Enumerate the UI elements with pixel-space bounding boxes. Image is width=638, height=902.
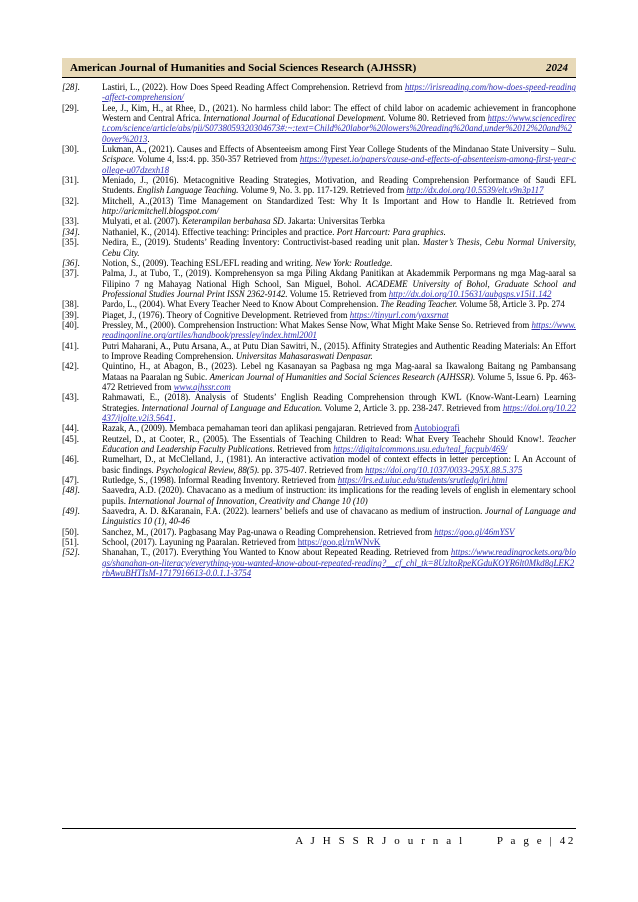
reference-text xyxy=(102,216,576,226)
reference-item xyxy=(62,196,576,217)
reference-source: ACADEME University of Bohol, Graduate School and Professional Studies Journal Print ISSN 2362-9142. xyxy=(102,278,576,299)
reference-link[interactable]: https://doi.org/10.1037/0033-295X.88.5.375 xyxy=(365,464,523,475)
reference-number: [46]. xyxy=(62,454,80,465)
reference-number: [52]. xyxy=(62,547,81,558)
reference-source: Master’s Thesis, Cebu Normal University, Cebu City. xyxy=(102,237,576,258)
reference-source: Port Harcourt: Para graphics. xyxy=(336,226,446,237)
reference-item xyxy=(62,341,576,362)
reference-link[interactable]: https://doi.org/10.22437/ijolte.v2i3.5641 xyxy=(102,402,576,423)
reference-text xyxy=(102,258,576,268)
reference-text xyxy=(102,537,576,547)
reference-segment: Sanchez, M., (2017). Pagbasang May Pag-unawa o Reading Comprehension. Retrieved from xyxy=(102,526,435,537)
reference-segment: . xyxy=(147,133,150,144)
reference-text xyxy=(102,320,576,341)
reference-number: [38]. xyxy=(62,299,80,310)
reference-text xyxy=(102,454,576,475)
reference-segment: Lee, J., Kim, H., at Rhee, D., (2021). No harmless child labor: The effect of child labor on academic achievement in francophone Western and Central Africa. xyxy=(102,102,576,124)
reference-item xyxy=(62,434,576,455)
reference-source: Journal of Language and Linguistics 10 (1), 40-46 xyxy=(102,506,576,527)
reference-segment: Pressley, M., (2000). Comprehension Instruction: What Makes Sense Now, What Might Make Sense So. Retrieved from xyxy=(102,319,532,330)
reference-segment: . Jakarta: Universitas Terbka xyxy=(283,216,385,227)
reference-link[interactable]: https://goo.gl/rnWNvK xyxy=(297,537,381,548)
reference-number: [44]. xyxy=(62,423,80,434)
journal-header xyxy=(62,58,576,78)
reference-number: [42]. xyxy=(62,361,80,372)
reference-source: New York: Routledge. xyxy=(315,257,393,268)
reference-segment: Piaget, J., (1976). Theory of Cognitive Development. Retrieved from xyxy=(102,309,350,320)
reference-source: American Journal of Humanities and Social Sciences Research (AJHSSR). xyxy=(209,371,476,382)
reference-text xyxy=(102,82,576,103)
reference-segment: Volume 4, Iss:4. pp. 350-357 Retrieved from xyxy=(135,154,300,165)
reference-item xyxy=(62,423,576,433)
reference-number: [30]. xyxy=(62,144,80,155)
reference-text xyxy=(102,341,576,362)
reference-list xyxy=(62,82,576,579)
reference-text xyxy=(102,475,576,485)
reference-link[interactable]: https://www.readingrockets.org/blogs/shanahan-on-literacy/everything-you-wanted-know-about-repeated-reading?__cf_chl_tk=8UzltoRpeKGduKOYR6lt0Mkd8qLEK2rbAwuBHTIsM-1717916613-0.0.1.1-3754 xyxy=(102,547,576,579)
reference-segment: Reutzel, D., at Cooter, R., (2005). The Essentials of Teaching Children to Read: What Every Teachehr Should Know!. xyxy=(102,433,548,444)
reference-source: Teacher Education and Leadership Faculty Publications. xyxy=(102,433,576,455)
reference-item xyxy=(62,361,576,392)
reference-segment: Notion, S., (2009). Teaching ESL/EFL reading and writing. xyxy=(102,257,316,268)
reference-segment: Mulyati, et al. (2007). xyxy=(102,216,183,227)
reference-link[interactable]: https://irisreading.com/how-does-speed-reading-affect-comprehension/ xyxy=(102,82,576,103)
reference-item xyxy=(62,82,576,103)
reference-link[interactable]: https://goo.gl/46mYSV xyxy=(434,526,515,537)
reference-item xyxy=(62,537,576,547)
reference-number: [40]. xyxy=(62,319,80,330)
reference-segment: Meniado, J., (2016). Metacognitive Reading Strategies, Motivation, and Reading Comprehension Performance of Saudi EFL Students. xyxy=(102,175,576,196)
reference-number: [33]. xyxy=(62,216,80,227)
reference-segment: Rahmawati, E., (2018). Analysis of Students’ English Reading Comprehension through KWL (Know-Want-Learn) Learning Strategies. xyxy=(102,392,576,413)
reference-segment: Volume 15. Retrieved from xyxy=(287,288,389,299)
reference-item xyxy=(62,103,576,144)
reference-link[interactable]: https://typeset.io/papers/cause-and-effects-of-absenteeism-among-first-year-college-u07dzexh18 xyxy=(102,154,576,175)
reference-link[interactable]: http://dx.doi.org/10.15631/aubgsps.v15i1.142 xyxy=(388,288,552,299)
reference-segment: Razak, A., (2009). Membaca pemahaman teori dan aplikasi pengajaran. Retrieved from xyxy=(102,423,414,434)
reference-number: [28]. xyxy=(62,82,81,92)
journal-title: American Journal of Humanities and Social Sciences Research (AJHSSR) xyxy=(70,61,417,74)
reference-segment: Volume 2, Article 3. pp. 238-247. Retrieved from xyxy=(322,402,503,413)
reference-segment: Lastiri, L., (2022). How Does Speed Reading Affect Comprehension. Retrievd from xyxy=(102,82,405,92)
reference-number: [37]. xyxy=(62,268,80,279)
reference-number: [43]. xyxy=(62,392,80,403)
reference-text xyxy=(102,175,576,196)
reference-source: Scispace. xyxy=(102,154,136,165)
reference-number: [45]. xyxy=(62,433,80,444)
reference-link[interactable]: www.ajhssr.com xyxy=(173,381,231,392)
journal-year: 2024 xyxy=(546,61,568,74)
reference-segment: Quintino, H., at Abagon, B., (2023). Lebel ng Kasanayan sa Pagbasa ng mga Mag-aaral sa Ikawalong Baitang ng Pambansang Mataas na Paaralan ng Subic. xyxy=(102,361,576,382)
reference-text xyxy=(102,434,576,455)
reference-segment: Shanahan, T., (2017). Everything You Wanted to Know about Repeated Reading. Retrieved from xyxy=(102,547,451,558)
reference-segment: Volume 9, No. 3. pp. 117-129. Retrieved from xyxy=(238,185,407,196)
reference-segment: Mitchell, A.,(2013) Time Management on Standardized Test: Why It Is Important and How to Handle It. Retrieved from xyxy=(102,195,576,206)
reference-number: [48]. xyxy=(62,485,81,496)
reference-text xyxy=(102,392,576,423)
reference-segment: School, (2017). Layuning ng Paaralan. Retrieved from xyxy=(102,537,298,548)
reference-number: [51]. xyxy=(62,537,80,548)
reference-number: [47]. xyxy=(62,475,80,486)
page-number: P a g e | 42 xyxy=(496,835,576,847)
reference-item xyxy=(62,258,576,268)
reference-segment: . xyxy=(173,413,176,423)
reference-segment: Rumelhart, D., at McClelland, J., (1981). An interactive activation model of context effects in letter perception: I. An Account of basic findings. xyxy=(102,454,576,475)
reference-number: [49]. xyxy=(62,506,81,517)
reference-text xyxy=(102,144,576,175)
reference-item xyxy=(62,268,576,299)
page-footer xyxy=(62,828,576,847)
reference-item xyxy=(62,227,576,237)
reference-text xyxy=(102,485,576,506)
reference-segment: Lukman, A., (2021). Causes and Effects of Absenteeism among First Year College Students of the Mindanao State University – Sulu. xyxy=(102,144,576,155)
reference-number: [41]. xyxy=(62,340,80,351)
reference-item xyxy=(62,506,576,527)
reference-link[interactable]: https://www.sciencedirect.com/science/article/abs/pii/S0738059320304673#:~:text=Child%20labor%20lowers%20reading%20and,under%2012%20and%20over%2013 xyxy=(102,113,576,144)
reference-segment: Nedira, E., (2019). Students’ Reading Inventory: Contructivist-based reading unit plan. xyxy=(102,237,423,248)
reference-segment: Volume 58, Article 3. Pp. 274 xyxy=(457,299,565,310)
reference-number: [36]. xyxy=(62,257,81,268)
reference-source: The Reading Teacher. xyxy=(380,299,458,310)
reference-item xyxy=(62,310,576,320)
reference-text xyxy=(102,237,576,258)
reference-segment: Rutledge, S., (1998). Informal Reading Inventory. Retrieved from xyxy=(102,475,338,486)
reference-segment: Pardo, L., (2004). What Every Teacher Need to Know About Comprehension. xyxy=(102,299,381,310)
reference-segment: Volume 5, Issue 6. Pp. 463-472 Retrieved from xyxy=(102,371,577,392)
reference-text xyxy=(102,268,576,299)
reference-segment: Putri Maharani, A., Putu Arsana, A., at Putu Dian Sawitri, N., (2015). Affinity Strategies and Authentic Reading Materials: An Effort to Improve Reading Comprehension. xyxy=(102,340,576,361)
reference-segment: Volume 80. Retrieved from xyxy=(386,113,488,124)
reference-segment: Saavedra, A. D. &Karanain, F.A. (2022). learners’ beliefs and use of chavacano as medium of instruction. xyxy=(102,506,485,517)
reference-item xyxy=(62,237,576,258)
reference-number: [32]. xyxy=(62,195,80,206)
footer-journal-label: A J H S S R J o u r n a l xyxy=(295,835,465,847)
reference-text xyxy=(102,310,576,320)
reference-text xyxy=(102,299,576,309)
reference-number: [35]. xyxy=(62,237,80,248)
reference-item xyxy=(62,299,576,309)
reference-text xyxy=(102,506,576,527)
reference-text xyxy=(102,423,576,433)
reference-text xyxy=(102,103,576,144)
reference-source: Psychological Review, 88(5). xyxy=(155,464,260,475)
reference-source: http://aricmitchell.blogspot.com/ xyxy=(102,206,219,217)
reference-number: [50]. xyxy=(62,526,80,537)
reference-source: International Journal of Language and Education. xyxy=(141,402,323,413)
reference-text xyxy=(102,227,576,237)
reference-link[interactable]: https://lrs.ed.uiuc.edu/students/srutledg/iri.html xyxy=(337,475,508,486)
reference-number: [34]. xyxy=(62,226,81,237)
reference-item xyxy=(62,475,576,485)
reference-item xyxy=(62,485,576,506)
reference-item xyxy=(62,392,576,423)
reference-source: English Language Teaching. xyxy=(137,185,239,196)
reference-number: [31]. xyxy=(62,175,80,186)
reference-link[interactable]: Autobiografi xyxy=(414,423,460,434)
reference-segment: Palma, J., at Tubo, T., (2019). Komprehensyon sa mga Piling Akdang Panitikan at Akademmik Perpormans ng mga Mag-aaral sa Filipino 7 ng Mahayag National High School, San Miguel, Bohol. xyxy=(102,268,576,289)
reference-number: [29]. xyxy=(62,102,80,113)
reference-item xyxy=(62,216,576,226)
reference-segment: Saavedra, A.D. (2020). Chavacano as a medium of instruction: its implications for the reading levels of english in elementary school pupils. xyxy=(102,485,576,506)
reference-text xyxy=(102,361,576,392)
reference-segment: pp. 375-407. Retrieved from xyxy=(259,464,366,475)
reference-item xyxy=(62,320,576,341)
reference-item xyxy=(62,175,576,196)
reference-source: International Journal of Educational Development. xyxy=(203,113,387,124)
reference-source: Universitas Mahasaraswati Denpasar. xyxy=(235,350,373,361)
reference-link[interactable]: https://tinyurl.com/yaxsrnat xyxy=(349,309,449,320)
reference-item xyxy=(62,144,576,175)
reference-item xyxy=(62,547,576,578)
reference-number: [39]. xyxy=(62,309,80,320)
reference-link[interactable]: https://digitalcommons.usu.edu/teal_facpub/469/ xyxy=(333,444,508,455)
reference-item xyxy=(62,454,576,475)
reference-text xyxy=(102,527,576,537)
reference-item xyxy=(62,527,576,537)
reference-segment: Nathaniel, K., (2014). Effective teaching: Principles and practice. xyxy=(102,226,337,237)
reference-text xyxy=(102,196,576,217)
reference-link[interactable]: https://www.readingonline.org/artiles/handbook/pressley/index.html2001 xyxy=(102,319,576,341)
reference-segment: Retrieved from xyxy=(274,444,334,455)
reference-source: Keterampilan berbahasa SD xyxy=(182,216,284,227)
reference-text xyxy=(102,547,576,578)
reference-link[interactable]: http://dx.doi.org/10.5539/elt.v9n3p117 xyxy=(406,185,544,196)
reference-source: International Journal of Innovation, Creativity and Change 10 (10) xyxy=(128,495,368,506)
